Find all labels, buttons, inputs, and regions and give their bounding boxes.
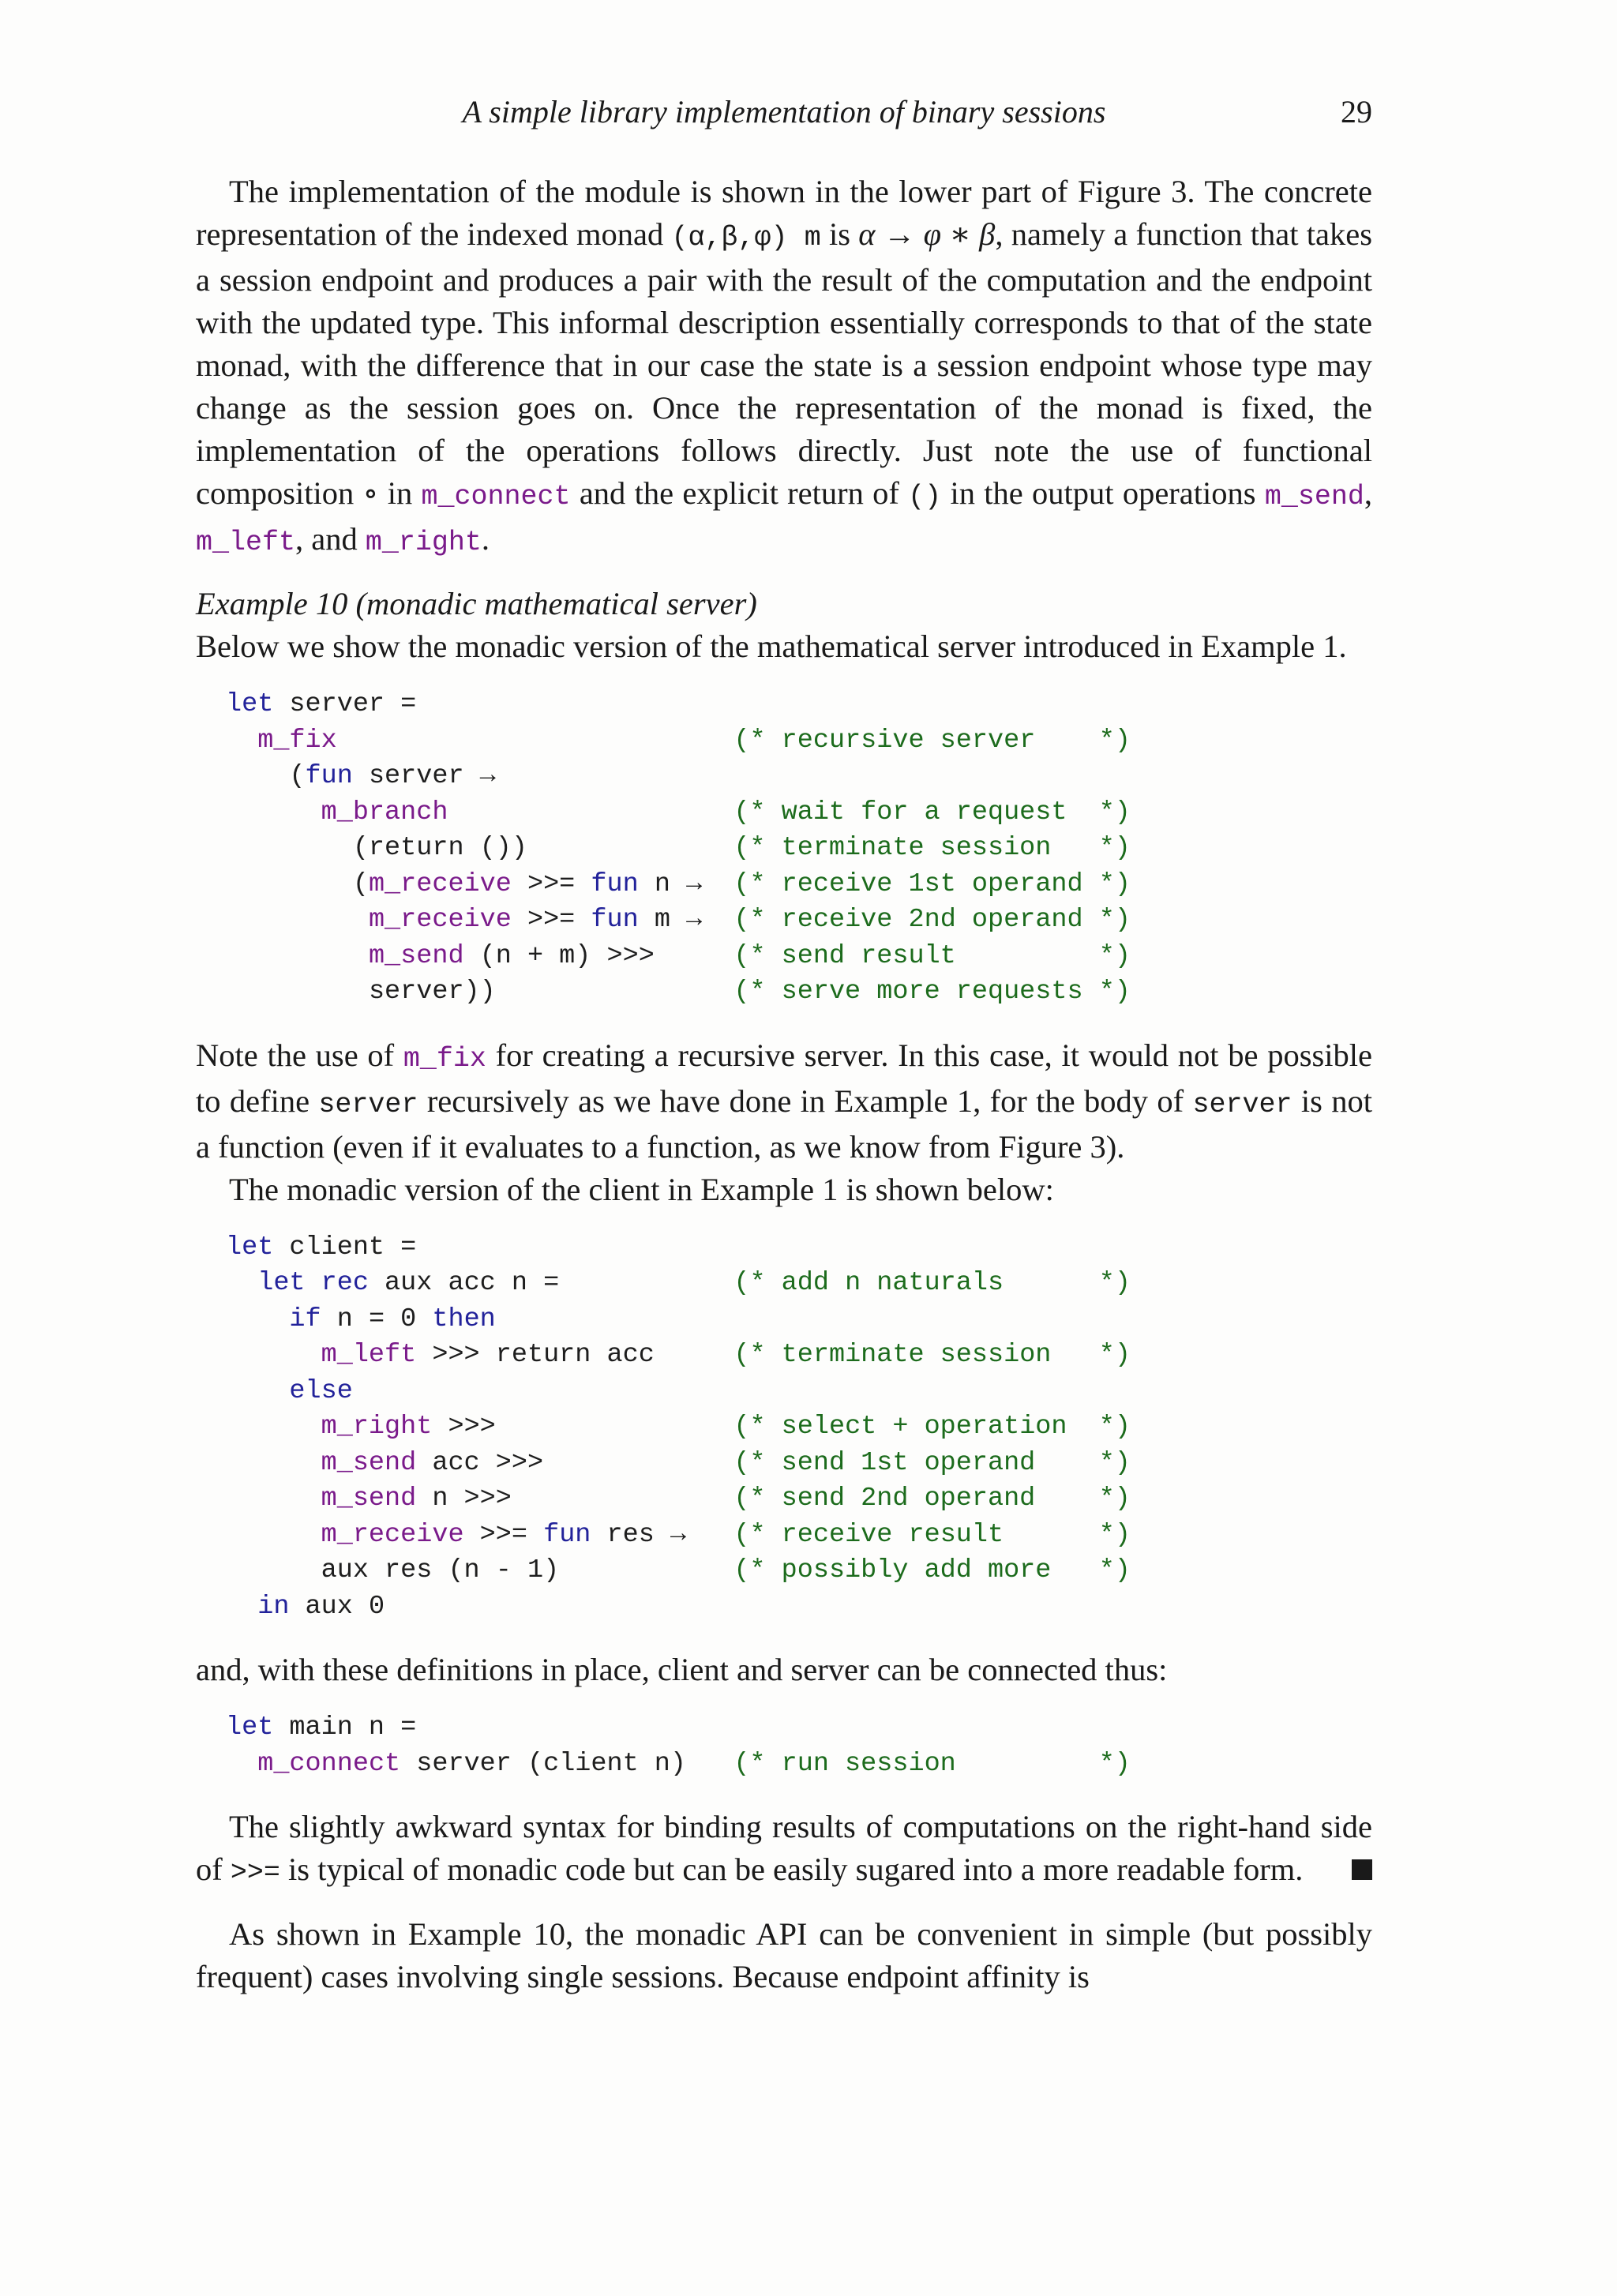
example-intro: Below we show the monadic version of the mathematical server introduced in Example 1. xyxy=(196,628,1347,664)
code-keyword: let rec xyxy=(257,1268,369,1298)
code-line xyxy=(226,1710,1372,1746)
code-comment: (* receive 2nd operand *) xyxy=(733,905,1131,935)
code-primitive: m_send xyxy=(321,1484,417,1514)
code-line xyxy=(226,1481,1372,1518)
code-comment: (* receive 1st operand *) xyxy=(733,869,1131,899)
code-text: server → xyxy=(352,761,496,791)
text: , namely a function that takes a session endpoint and produces a pair with the result of the computation and the endpoint with the updated type. This informal description essentially corresponds to that of the state monad, with the difference that in our case the state is a session endpoint whose type may change as the session goes on. Once the representation of the monad is fixed, the implementation of the operations follows directly. Just note the use of functional composition ∘ in xyxy=(196,216,1372,511)
code-block-server xyxy=(226,687,1372,1011)
code-monad-type: (α,β,φ) m xyxy=(671,222,821,253)
code-line xyxy=(226,1746,1372,1783)
code-comment: (* run session *) xyxy=(733,1748,1131,1779)
text: for creating a recursive server. In this case, it would not be possible to define xyxy=(196,1037,1372,1119)
code-m-fix: m_fix xyxy=(403,1042,486,1075)
example-label: Example 10 xyxy=(196,586,348,621)
code-m-left: m_left xyxy=(196,527,296,558)
text: , and xyxy=(295,521,366,557)
page-number: 29 xyxy=(1341,94,1372,129)
code-keyword: then xyxy=(432,1304,496,1334)
code-text: >>= xyxy=(511,905,591,935)
code-line xyxy=(226,939,1372,975)
text: , xyxy=(1364,475,1372,511)
code-primitive: m_send xyxy=(321,1447,417,1478)
running-title: A simple library implementation of binary sessions xyxy=(462,94,1106,129)
text: and the explicit return of xyxy=(570,475,909,511)
code-line xyxy=(226,795,1372,831)
running-header xyxy=(196,88,1372,136)
code-comment: (* terminate session *) xyxy=(733,833,1131,863)
paragraph-implementation xyxy=(196,171,1372,564)
code-primitive: m_receive xyxy=(368,905,512,935)
example-title: (monadic mathematical server) xyxy=(355,586,757,621)
code-line xyxy=(226,1266,1372,1302)
code-line xyxy=(226,1589,1372,1626)
code-keyword: else xyxy=(289,1375,353,1406)
code-line xyxy=(226,759,1372,795)
page-body xyxy=(196,171,1372,1998)
text: is xyxy=(820,216,859,252)
code-primitive: m_send xyxy=(368,940,464,971)
paragraph-syntax xyxy=(196,1806,1372,1894)
text: in the output operations xyxy=(941,475,1265,511)
code-keyword: fun xyxy=(591,869,639,899)
paragraph-m-fix-note xyxy=(196,1034,1372,1169)
code-text: aux acc n = xyxy=(368,1268,560,1298)
code-line xyxy=(226,1409,1372,1446)
code-block-main xyxy=(226,1710,1372,1782)
code-line xyxy=(226,1302,1372,1338)
code-primitive: m_branch xyxy=(321,797,448,827)
code-keyword: let xyxy=(226,1232,274,1262)
code-comment: (* select + operation *) xyxy=(733,1412,1131,1442)
code-comment: (* add n naturals *) xyxy=(733,1268,1131,1298)
code-comment: (* wait for a request *) xyxy=(733,797,1131,827)
code-text: (return ()) xyxy=(352,833,527,863)
text: The implementation of the module is shown in the lower part of Figure 3. The concrete representation of the indexed monad xyxy=(196,174,1372,252)
code-text: m → xyxy=(638,905,718,935)
code-line xyxy=(226,687,1372,723)
code-m-right: m_right xyxy=(365,527,482,558)
code-line xyxy=(226,1230,1372,1266)
code-unit: () xyxy=(908,481,942,512)
code-comment: (* serve more requests *) xyxy=(733,977,1131,1007)
code-primitive: m_left xyxy=(321,1340,417,1370)
code-text: main n = xyxy=(273,1713,417,1743)
code-m-connect: m_connect xyxy=(421,481,571,512)
code-text: aux res (n - 1) xyxy=(321,1555,560,1585)
code-text: n → xyxy=(638,869,718,899)
text: Note the use of xyxy=(196,1037,403,1073)
code-text: ( xyxy=(289,761,306,791)
code-block-client xyxy=(226,1230,1372,1626)
code-keyword: fun xyxy=(591,905,639,935)
code-line xyxy=(226,1553,1372,1589)
math-representation: α → φ ∗ β xyxy=(858,216,996,252)
code-keyword: let xyxy=(226,689,274,719)
code-text: n = 0 xyxy=(321,1304,433,1334)
code-text: server (client n) xyxy=(400,1748,687,1779)
code-keyword: fun xyxy=(305,761,353,791)
code-text: (n + m) >>> xyxy=(463,940,655,971)
text: . xyxy=(481,521,490,557)
code-text: acc >>> xyxy=(416,1447,544,1478)
example-heading xyxy=(196,583,1372,625)
text: is typical of monadic code but can be easily sugared into a more readable form. xyxy=(280,1851,1304,1887)
code-primitive: m_fix xyxy=(257,725,337,756)
code-text: res → xyxy=(591,1519,703,1550)
code-line xyxy=(226,867,1372,903)
paragraph-client-intro: The monadic version of the client in Example 1 is shown below: xyxy=(229,1171,1054,1207)
code-text: ( xyxy=(352,869,369,899)
end-of-example-square-icon xyxy=(1352,1859,1372,1880)
code-comment: (* send result *) xyxy=(733,940,1131,971)
code-text: >>> xyxy=(432,1412,496,1442)
code-keyword: fun xyxy=(543,1519,591,1550)
code-line xyxy=(226,1337,1372,1374)
code-text: client = xyxy=(273,1232,417,1262)
code-primitive: m_receive xyxy=(368,869,512,899)
code-text: server)) xyxy=(368,977,496,1007)
code-line xyxy=(226,723,1372,760)
code-line xyxy=(226,1446,1372,1482)
code-primitive: m_right xyxy=(321,1412,433,1442)
code-comment: (* possibly add more *) xyxy=(733,1555,1131,1585)
paragraph-connect: and, with these definitions in place, client and server can be connected thus: xyxy=(196,1652,1168,1687)
code-keyword: let xyxy=(226,1713,274,1743)
code-comment: (* send 1st operand *) xyxy=(733,1447,1131,1478)
code-line xyxy=(226,1518,1372,1554)
code-text: >>= xyxy=(463,1519,544,1550)
text: recursively as we have done in Example 1, for the body of xyxy=(418,1082,1193,1119)
code-server: server xyxy=(318,1088,418,1120)
code-keyword: if xyxy=(289,1304,321,1334)
code-primitive: m_receive xyxy=(321,1519,464,1550)
code-line xyxy=(226,831,1372,867)
code-line xyxy=(226,1374,1372,1410)
code-comment: (* terminate session *) xyxy=(733,1340,1131,1370)
code-text: aux 0 xyxy=(289,1591,385,1622)
code-comment: (* send 2nd operand *) xyxy=(733,1484,1131,1514)
text: is not a function (even if it evaluates to a function, as we know from Figure 3). xyxy=(196,1082,1372,1165)
code-bind-operator: >>= xyxy=(230,1857,280,1889)
code-line xyxy=(226,974,1372,1011)
paragraph-monadic-api: As shown in Example 10, the monadic API can be convenient in simple (but possibly frequent) cases involving single sessions. Because endpoint affinity is xyxy=(196,1916,1372,1994)
code-server: server xyxy=(1192,1088,1292,1120)
code-m-send: m_send xyxy=(1264,481,1364,512)
code-primitive: m_connect xyxy=(257,1748,401,1779)
code-line xyxy=(226,902,1372,939)
code-comment: (* receive result *) xyxy=(733,1519,1131,1550)
code-text: n >>> xyxy=(416,1484,512,1514)
text: The slightly awkward syntax for binding results of computations on the right-hand side of xyxy=(196,1809,1372,1887)
code-keyword: in xyxy=(257,1591,290,1622)
code-comment: (* recursive server *) xyxy=(733,725,1131,756)
code-text: >>= xyxy=(511,869,591,899)
code-text: server = xyxy=(273,689,417,719)
code-text: >>> return acc xyxy=(416,1340,655,1370)
